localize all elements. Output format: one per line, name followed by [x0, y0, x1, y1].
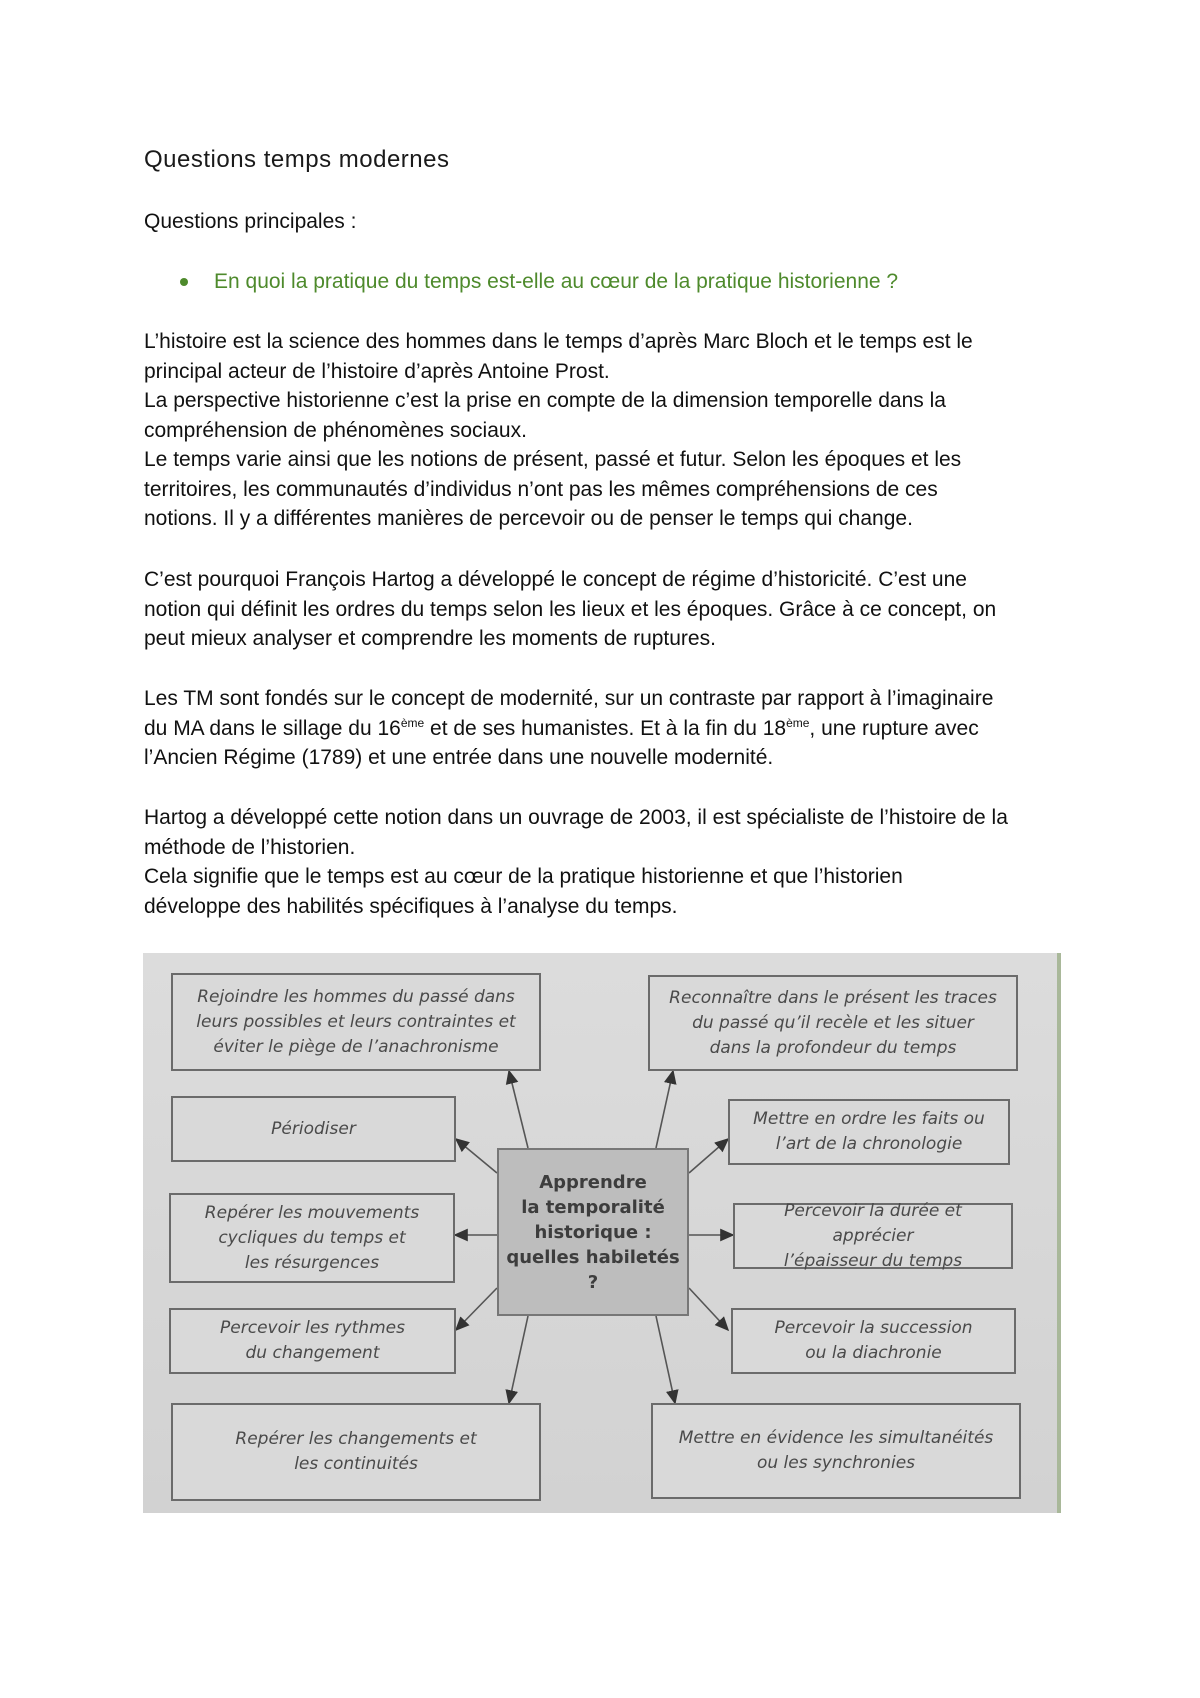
text-fragment: et de ses humanistes. Et à la fin du 18 [424, 716, 787, 740]
paragraph-line: Hartog a développé cette notion dans un ouvrage de 2003, il est spécialiste de l’histoire de la [144, 806, 1008, 829]
bullet-item [180, 270, 898, 294]
bullet-icon [180, 278, 188, 286]
paragraph-line: territoires, les communautés d’individus n’ont pas les mêmes compréhensions de ces [144, 477, 938, 501]
section-subtitle: Questions principales : [144, 210, 357, 233]
connector-line [656, 1071, 673, 1148]
text-fragment: , une rupture avec [809, 716, 979, 740]
diagram-box-reconnaitre [648, 975, 1018, 1071]
diagram-box-text: Repérer les mouvements cycliques du temps et les résurgences [204, 1202, 420, 1273]
diagram-box-mouvements-cycliques [169, 1193, 455, 1283]
paragraph-line: développe des habilités spécifiques à l’analyse du temps. [144, 894, 678, 918]
paragraph-line: Cela signifie que le temps est au cœur de la pratique historienne et que l’historien [144, 865, 903, 888]
diagram-box-text: Mettre en évidence les simultanéités ou les synchronies [678, 1428, 994, 1473]
paragraph-line: Les TM sont fondés sur le concept de modernité, sur un contraste par rapport à l’imaginaire [144, 687, 994, 710]
superscript: ème [786, 715, 810, 730]
diagram-center-text: Apprendre la temporalité historique : quelles habiletés ? [506, 1171, 680, 1293]
diagram-box-text: Percevoir les rythmes du changement [220, 1318, 405, 1363]
connector-line [456, 1288, 497, 1330]
superscript: ème [400, 715, 425, 730]
connector-line [656, 1316, 675, 1403]
connector-line [689, 1288, 728, 1330]
paragraph-line: peut mieux analyser et comprendre les moments de ruptures. [144, 627, 716, 650]
diagram-box-text: Périodiser [271, 1118, 356, 1139]
diagram-box-changements [171, 1403, 541, 1501]
diagram-box-rejoindre [171, 973, 541, 1071]
diagram-box-rythmes [169, 1308, 456, 1374]
paragraph-line: notion qui définit les ordres du temps selon les lieux et les époques. Grâce à ce concept, on [144, 597, 997, 621]
paragraph-line: principal acteur de l’histoire d’après Antoine Prost. [144, 359, 610, 383]
paragraph-line: La perspective historienne c’est la prise en compte de la dimension temporelle dans la [144, 389, 946, 412]
paragraph-line: compréhension de phénomènes sociaux. [144, 418, 527, 442]
photo-edge [1057, 953, 1061, 1513]
paragraph-3 [144, 684, 1084, 773]
text-fragment: du MA dans le sillage du 16 [144, 716, 401, 740]
diagram-box-simultaneites [651, 1403, 1021, 1499]
diagram-box-text: Mettre en ordre les faits ou l’art de la chronologie [753, 1109, 985, 1154]
paragraph-2 [144, 565, 1084, 654]
paragraph-line: méthode de l’historien. [144, 835, 356, 859]
paragraph-line: L’histoire est la science des hommes dans le temps d’après Marc Bloch et le temps est le [144, 330, 973, 353]
paragraph-1 [144, 327, 1084, 534]
connector-line [689, 1139, 728, 1173]
diagram-box-duree [733, 1200, 1013, 1271]
diagram-box-text: Percevoir la durée et apprécier l’épaisseur du temps [783, 1200, 963, 1271]
connector-line [509, 1071, 528, 1148]
paragraph-line: Le temps varie ainsi que les notions de présent, passé et futur. Selon les époques et les [144, 448, 962, 471]
paragraph-line: l’Ancien Régime (1789) et une entrée dans une nouvelle modernité. [144, 746, 774, 769]
page-title: Questions temps modernes [144, 146, 450, 173]
diagram-box-text: Percevoir la succession ou la diachronie [774, 1318, 973, 1363]
connector-line [509, 1316, 528, 1403]
diagram-box-succession [731, 1308, 1016, 1374]
paragraph-line: C’est pourquoi François Hartog a développé le concept de régime d’historicité. C’est une [144, 568, 967, 591]
diagram-box-text: Repérer les changements et les continuités [235, 1429, 477, 1474]
diagram-box-mettre-en-ordre [728, 1099, 1010, 1165]
diagram-box-text: Reconnaître dans le présent les traces du passé qu’il recèle et les situer dans la profondeur du temps [669, 987, 997, 1058]
diagram-box-periodiser [171, 1096, 456, 1162]
diagram-box-text: Rejoindre les hommes du passé dans leurs possibles et leurs contraintes et éviter le piège de l’anachronisme [196, 986, 516, 1057]
habiletes-diagram [143, 953, 1061, 1513]
paragraph-4 [144, 803, 1084, 921]
bullet-text: En quoi la pratique du temps est-elle au cœur de la pratique historienne ? [214, 270, 899, 293]
connector-line [456, 1139, 497, 1173]
diagram-center-box [497, 1148, 689, 1316]
paragraph-line: notions. Il y a différentes manières de percevoir ou de penser le temps qui change. [144, 507, 913, 530]
paragraph-line [144, 714, 1084, 744]
